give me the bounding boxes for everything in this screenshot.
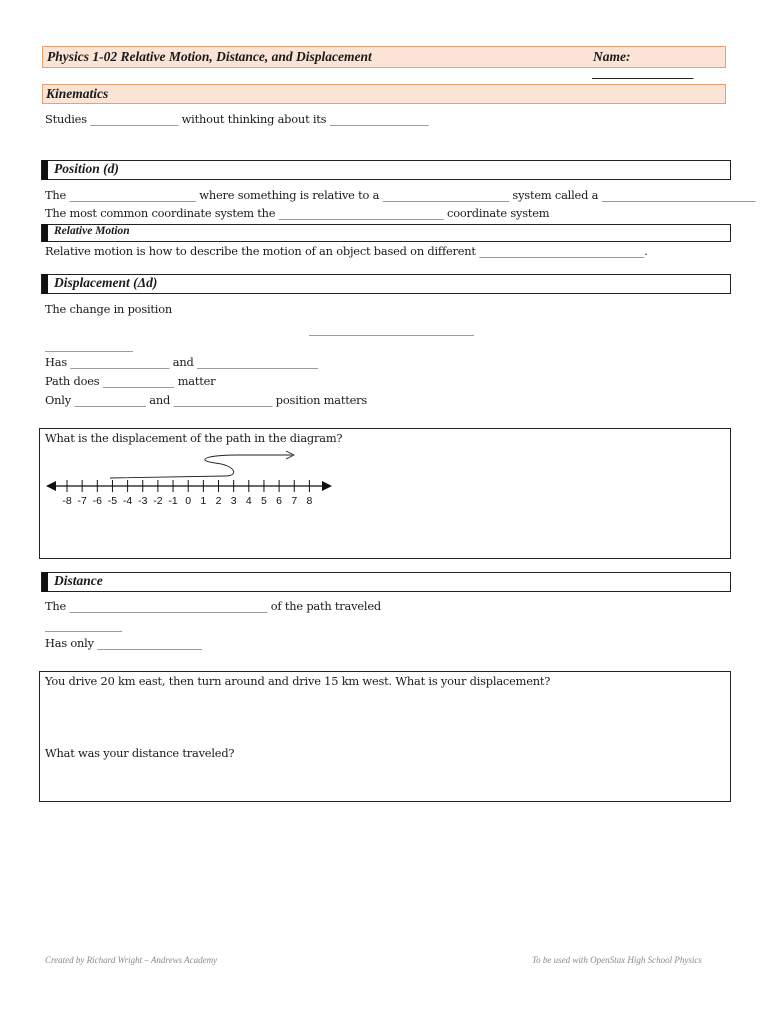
name-field-label: Name: _______________ (593, 49, 695, 80)
tick-label: 7 (291, 495, 298, 507)
tick-label: 5 (261, 495, 267, 507)
section-bar (42, 224, 48, 242)
tick-label: 8 (306, 495, 313, 507)
tick-label: -8 (62, 495, 72, 507)
kinematics-header (42, 84, 726, 104)
number-line-diagram (40, 443, 340, 533)
tick-label: -6 (92, 495, 102, 507)
question-1-text: What is the displacement of the path in the diagram? (45, 431, 343, 445)
distance-title: Distance (54, 573, 103, 588)
tick-label: -5 (107, 495, 118, 507)
tick-label: -4 (122, 495, 133, 507)
displacement-blank: ________________ (45, 338, 133, 352)
section-bar (42, 274, 48, 294)
tick-label: -2 (153, 495, 163, 507)
worksheet-header (42, 46, 726, 80)
left-arrow (46, 481, 56, 491)
displacement-only-line: Only _____________ and __________________ position matters (45, 393, 368, 407)
distance-section-header (41, 572, 731, 592)
relative-motion-header (41, 224, 731, 242)
tick-label: -3 (138, 495, 148, 507)
footer-source: To be used with OpenStax High School Physics (532, 955, 702, 965)
relative-motion-line: Relative motion is how to describe the motion of an object based on different ______________________________. (45, 244, 648, 258)
kinematics-line: Studies ________________ without thinking about its __________________ (45, 112, 429, 126)
question-1-box (39, 428, 731, 559)
position-title: Position (d) (54, 161, 119, 176)
section-bar (42, 572, 48, 592)
distance-line-1: The ____________________________________ of the path traveled (45, 599, 381, 613)
displacement-title: Displacement (Δd) (54, 275, 158, 290)
displacement-path-line: Path does _____________ matter (45, 374, 216, 388)
relative-motion-title: Relative Motion (54, 225, 130, 237)
tick-label: 0 (185, 495, 192, 507)
distance-only-line: Has only ___________________ (45, 636, 202, 650)
path-curve (110, 455, 292, 478)
position-line-2: The most common coordinate system the ______________________________ coordinate system (45, 206, 550, 220)
question-2-distance: What was your distance traveled? (45, 746, 235, 760)
tick-label: -7 (77, 495, 87, 507)
tick-label: 6 (276, 495, 283, 507)
footer-credit: Created by Richard Wright – Andrews Academy (45, 955, 218, 965)
position-line-1: The _______________________ where something is relative to a _______________________ system called a ____________________________ (45, 188, 756, 202)
question-2-box (39, 671, 731, 802)
tick-label: 2 (215, 495, 222, 507)
formula-blank: ______________________________ (309, 322, 474, 336)
tick-label: 4 (245, 495, 252, 507)
position-section-header (41, 160, 731, 180)
worksheet-title: Physics 1-02 Relative Motion, Distance, and Displacement (47, 49, 372, 64)
displacement-line-1: The change in position (45, 302, 173, 316)
displacement-section-header (41, 274, 731, 294)
tick-label: 3 (230, 495, 237, 507)
tick-label: -1 (168, 495, 178, 507)
tick-label: 1 (200, 495, 207, 507)
section-bar (42, 160, 48, 180)
distance-blank: ______________ (45, 618, 122, 632)
question-2-displacement: You drive 20 km east, then turn around and drive 15 km west. What is your displacement? (45, 674, 551, 688)
kinematics-title: Kinematics (46, 86, 109, 101)
displacement-has-line: Has __________________ and ______________________ (45, 355, 318, 369)
right-arrow (322, 481, 332, 491)
